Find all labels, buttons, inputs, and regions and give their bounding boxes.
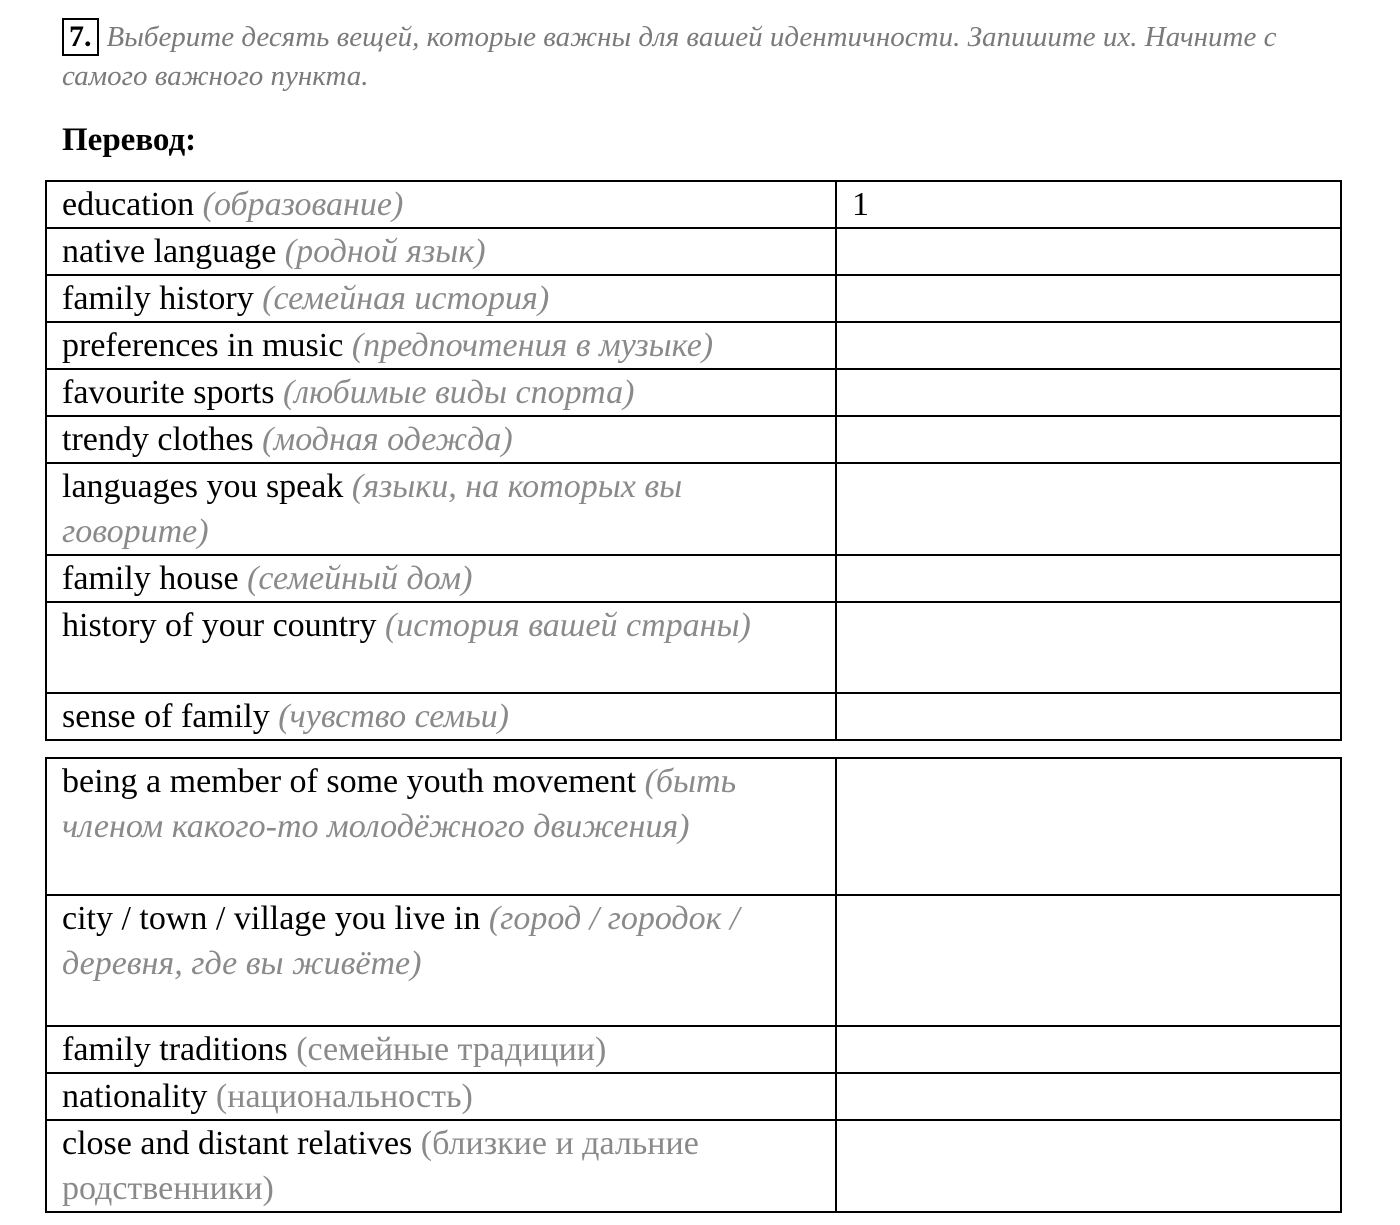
item-cell bbox=[46, 275, 836, 322]
item-cell bbox=[46, 555, 836, 602]
table-row bbox=[46, 758, 1341, 895]
item-russian: (быть членом какого-то молодёжного движения) bbox=[62, 763, 737, 845]
item-cell bbox=[46, 416, 836, 463]
item-english: native language bbox=[62, 233, 277, 270]
item-cell bbox=[46, 693, 836, 740]
item-english: trendy clothes bbox=[62, 421, 254, 458]
item-cell bbox=[46, 322, 836, 369]
item-russian: (близкие и дальние родственники) bbox=[62, 1125, 699, 1207]
rank-cell[interactable] bbox=[836, 463, 1341, 555]
table-row bbox=[46, 322, 1341, 369]
rank-cell[interactable] bbox=[836, 758, 1341, 895]
item-russian: (предпочтения в музыке) bbox=[351, 327, 714, 364]
rank-cell[interactable] bbox=[836, 322, 1341, 369]
rank-cell[interactable]: 1 bbox=[836, 181, 1341, 228]
translation-heading: Перевод: bbox=[62, 122, 197, 158]
rank-cell[interactable] bbox=[836, 416, 1341, 463]
item-russian: (национальность) bbox=[215, 1078, 473, 1115]
item-english: city / town / village you live in bbox=[62, 900, 481, 937]
item-cell bbox=[46, 1073, 836, 1120]
item-russian: (город / городок / деревня, где вы живёте) bbox=[62, 900, 740, 982]
table-row bbox=[46, 1073, 1341, 1120]
item-russian: (языки, на которых вы говорите) bbox=[62, 468, 683, 550]
table-row bbox=[46, 463, 1341, 555]
item-cell bbox=[46, 228, 836, 275]
rank-cell[interactable] bbox=[836, 369, 1341, 416]
task-instruction bbox=[62, 18, 1352, 96]
rank-cell[interactable] bbox=[836, 895, 1341, 1026]
table-row bbox=[46, 693, 1341, 740]
item-cell bbox=[46, 369, 836, 416]
rank-cell[interactable] bbox=[836, 555, 1341, 602]
item-russian: (семейный дом) bbox=[247, 560, 473, 597]
item-cell bbox=[46, 463, 836, 555]
item-english: close and distant relatives bbox=[62, 1125, 413, 1162]
item-cell bbox=[46, 758, 836, 895]
item-english: family house bbox=[62, 560, 239, 597]
item-cell bbox=[46, 602, 836, 693]
rank-cell[interactable] bbox=[836, 228, 1341, 275]
item-english: education bbox=[62, 186, 195, 223]
item-russian: (история вашей страны) bbox=[384, 607, 751, 644]
item-russian: (родной язык) bbox=[284, 233, 486, 270]
table-row bbox=[46, 369, 1341, 416]
task-text: Выберите десять вещей, которые важны для вашей идентичности. Запишите их. Начните с самого важного пункта. bbox=[62, 21, 1277, 92]
task-number: 7. bbox=[62, 18, 99, 56]
item-russian: (чувство семьи) bbox=[278, 698, 509, 735]
item-english: sense of family bbox=[62, 698, 270, 735]
item-cell bbox=[46, 895, 836, 1026]
item-english: history of your country bbox=[62, 607, 377, 644]
item-english: preferences in music bbox=[62, 327, 344, 364]
table-row bbox=[46, 1026, 1341, 1073]
item-english: favourite sports bbox=[62, 374, 275, 411]
item-english: family history bbox=[62, 280, 254, 317]
table-row bbox=[46, 181, 1341, 228]
identity-items-table-1 bbox=[45, 180, 1342, 741]
item-english: family traditions bbox=[62, 1031, 288, 1068]
table-row bbox=[46, 1120, 1341, 1212]
item-cell bbox=[46, 1120, 836, 1212]
item-cell bbox=[46, 181, 836, 228]
table-row bbox=[46, 555, 1341, 602]
table-row bbox=[46, 895, 1341, 1026]
identity-items-table-2 bbox=[45, 757, 1342, 1213]
rank-cell[interactable] bbox=[836, 693, 1341, 740]
table-row bbox=[46, 228, 1341, 275]
item-cell bbox=[46, 1026, 836, 1073]
item-russian: (любимые виды спорта) bbox=[282, 374, 635, 411]
item-english: languages you speak bbox=[62, 468, 344, 505]
item-english: being a member of some youth movement bbox=[62, 763, 637, 800]
table-row bbox=[46, 602, 1341, 693]
item-english: nationality bbox=[62, 1078, 208, 1115]
item-russian: (семейная история) bbox=[262, 280, 550, 317]
rank-cell[interactable] bbox=[836, 1026, 1341, 1073]
table-row bbox=[46, 275, 1341, 322]
rank-cell[interactable] bbox=[836, 275, 1341, 322]
item-russian: (модная одежда) bbox=[262, 421, 513, 458]
table-row bbox=[46, 416, 1341, 463]
rank-cell[interactable] bbox=[836, 1073, 1341, 1120]
rank-cell[interactable] bbox=[836, 1120, 1341, 1212]
rank-cell[interactable] bbox=[836, 602, 1341, 693]
item-russian: (семейные традиции) bbox=[296, 1031, 607, 1068]
item-russian: (образование) bbox=[202, 186, 404, 223]
